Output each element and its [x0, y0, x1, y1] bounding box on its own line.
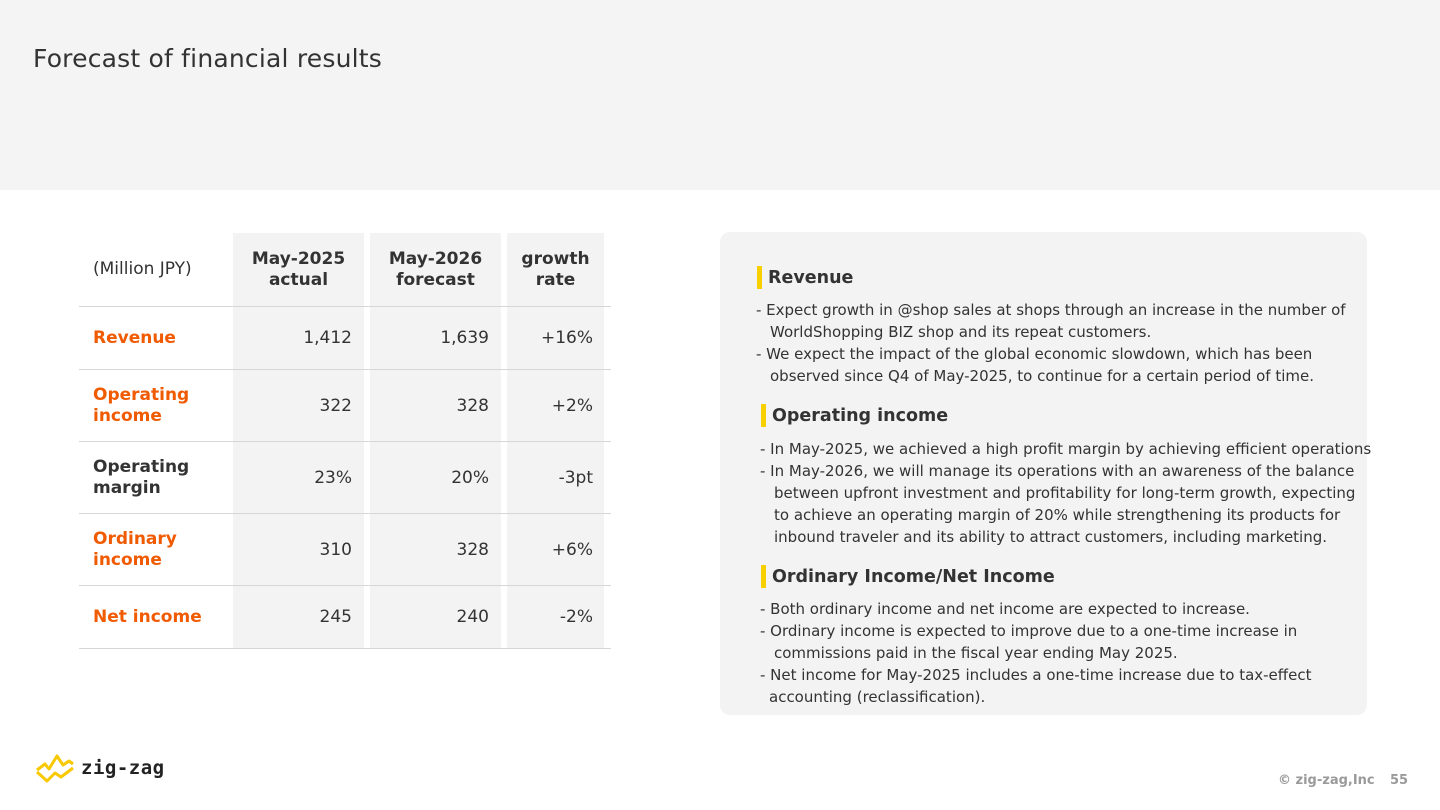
logo-text: zig-zag	[81, 757, 165, 779]
commentary-line: - In May-2026, we will manage its operations with an awareness of the balance	[760, 462, 1355, 480]
revenue-commentary	[756, 299, 1346, 387]
row-label-line: income	[93, 405, 162, 426]
commentary-panel	[720, 232, 1372, 715]
table-row-operating-margin	[79, 442, 611, 514]
cell-growth: -3pt	[507, 442, 604, 513]
row-label	[79, 442, 233, 513]
commentary-line: commissions paid in the fiscal year ending May 2025.	[774, 644, 1178, 662]
row-label	[79, 514, 233, 585]
cell-forecast: 328	[370, 370, 501, 441]
cell-growth: +2%	[507, 370, 604, 441]
header-may-2025-actual	[233, 233, 364, 306]
accent-bar	[761, 404, 766, 427]
table-row-operating-income	[79, 370, 611, 442]
row-label: Revenue	[93, 327, 176, 348]
commentary-line: - Both ordinary income and net income are expected to increase.	[760, 600, 1250, 618]
cell-actual: 1,412	[233, 307, 364, 369]
cell-forecast: 240	[370, 586, 501, 648]
accent-bar	[757, 266, 762, 289]
page-number: 55	[1390, 773, 1409, 788]
commentary-line: observed since Q4 of May-2025, to continue for a certain period of time.	[770, 367, 1315, 385]
row-label-line: income	[93, 549, 162, 570]
page-title: Forecast of financial results	[33, 44, 382, 73]
cell-actual: 245	[233, 586, 364, 648]
row-label: Net income	[93, 606, 202, 627]
commentary-line: between upfront investment and profitability for long-term growth, expecting	[774, 484, 1356, 502]
cell-growth: -2%	[507, 586, 604, 648]
header-text: growth	[521, 248, 590, 269]
section-heading-text: Revenue	[768, 267, 854, 288]
operating-income-commentary	[760, 438, 1371, 548]
table-row-net-income	[79, 586, 611, 649]
section-heading-ordinary-net-income	[761, 565, 1055, 588]
commentary-line: - In May-2025, we achieved a high profit margin by achieving efficient operations	[760, 440, 1372, 458]
commentary-line: - We expect the impact of the global economic slowdown, which has been	[756, 345, 1313, 363]
header-text: May-2025	[251, 248, 346, 269]
zig-zag-logo	[35, 752, 165, 784]
cell-growth: +16%	[507, 307, 604, 369]
cell-forecast: 328	[370, 514, 501, 585]
commentary-line: - Net income for May-2025 includes a one-time increase due to tax-effect	[760, 666, 1312, 684]
commentary-line: to achieve an operating margin of 20% while strengthening its products for	[774, 506, 1341, 524]
cell-actual: 23%	[233, 442, 364, 513]
cell-forecast: 20%	[370, 442, 501, 513]
section-heading-revenue	[757, 266, 853, 289]
commentary-line: inbound traveler and its ability to attract customers, including marketing.	[774, 528, 1328, 546]
accent-bar	[761, 565, 766, 588]
header-may-2026-forecast	[370, 233, 501, 306]
ordinary-net-income-commentary	[760, 598, 1311, 708]
section-heading-text: Operating income	[772, 405, 949, 426]
header-band	[0, 0, 1440, 190]
row-label-line: margin	[93, 477, 161, 498]
commentary-line: - Ordinary income is expected to improve due to a one-time increase in	[760, 622, 1298, 640]
copyright: © zig-zag,Inc	[1278, 773, 1375, 788]
cell-actual: 310	[233, 514, 364, 585]
header-text: May-2026	[388, 248, 483, 269]
section-heading-operating-income	[761, 404, 948, 427]
commentary-line: - Expect growth in @shop sales at shops through an increase in the number of	[756, 301, 1346, 319]
table-header-row	[79, 233, 611, 307]
unit-label: (Million JPY)	[93, 259, 192, 279]
header-growth-rate	[507, 233, 604, 306]
header-text: forecast	[396, 269, 475, 290]
financial-results-table	[79, 233, 611, 649]
section-heading-text: Ordinary Income/Net Income	[772, 566, 1055, 587]
cell-forecast: 1,639	[370, 307, 501, 369]
cell-actual: 322	[233, 370, 364, 441]
commentary-line: WorldShopping BIZ shop and its repeat customers.	[770, 323, 1152, 341]
header-text: rate	[535, 269, 576, 290]
commentary-line: accounting (reclassification).	[769, 688, 986, 706]
header-text: actual	[268, 269, 329, 290]
row-label-line: Operating	[93, 456, 190, 477]
row-label-line: Operating	[93, 384, 190, 405]
cell-growth: +6%	[507, 514, 604, 585]
table-row-ordinary-income	[79, 514, 611, 586]
zig-zag-logo-icon	[35, 752, 75, 784]
row-label-line: Ordinary	[93, 528, 177, 549]
row-label	[79, 370, 233, 441]
table-row-revenue	[79, 307, 611, 370]
